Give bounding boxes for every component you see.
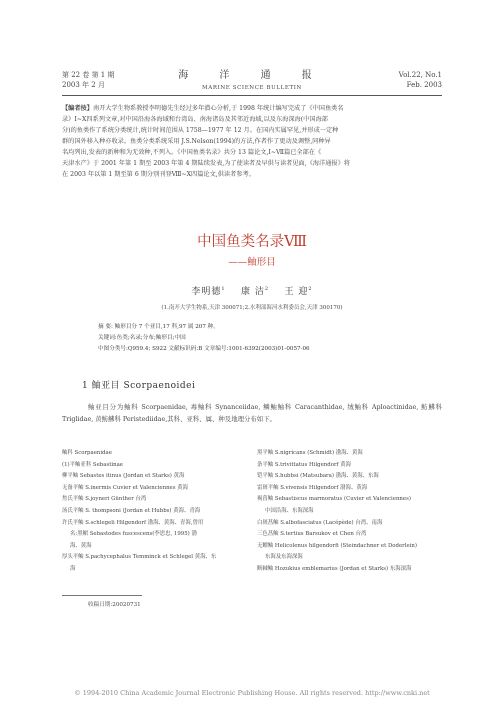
list-item: 无备平鲉 S.inermis Cuvier et Valenciennes 黄海 bbox=[62, 484, 189, 491]
abstract: 摘 要: 鲉形目分 7 个亚目,17 科,97 属 207 种。 bbox=[98, 324, 219, 330]
list-item: 海、黄海 bbox=[70, 542, 92, 549]
section-heading: 1 鲉亚目 Scorpaenoidei bbox=[82, 381, 196, 391]
species-list-right bbox=[257, 448, 442, 576]
keywords: 关键词:鱼类;名录;分布;鲉形目;中国 bbox=[98, 335, 186, 341]
list-item: 黑平鲉 S.nigricans (Schmidt) 渤海、黄海 bbox=[257, 450, 363, 456]
list-item: 海 bbox=[70, 565, 76, 572]
editor-note-line: 【编者按】南开大学生物系教授李明德先生经过多年潜心分析,于 1998 年统计编写完成了《中国鱼类名 bbox=[62, 105, 344, 112]
copyright-footer: © 1994-2010 China Academic Journal Electronic Publishing House. All rights reserved. http://www.cnki.net bbox=[74, 689, 430, 697]
editor-note-label: 【编者按】 bbox=[62, 105, 93, 112]
article-meta bbox=[98, 322, 428, 355]
section-paragraph: 鲉亚目分为鲉科 Scorpaenidae, 毒鲉科 Synanceiidae, 鳞鲉鲉科 Caracanthidae, 绒鲉科 Aploactinidae, 鲂鮄科 Triglidae, 黄鲂鮄科 Peristediidae,其科、亚科、属、种及地理分布如下。 bbox=[62, 403, 442, 423]
article-subtitle: ——鲉形目 bbox=[228, 257, 276, 268]
article-title: 中国鱼类名录Ⅷ bbox=[197, 234, 307, 250]
list-item: 焦氏平鲉 S.joyneri Günther 台湾 bbox=[62, 496, 147, 503]
classification-codes: 中图分类号:Q959.4; S922 文献标识码:B 文章编号:1001-6392(2003)01-0057-06 bbox=[98, 346, 310, 352]
list-item: 柳平鲉 Sebastes itinus (Jordan et Starks) 黄海 bbox=[62, 473, 185, 480]
author-list bbox=[0, 284, 504, 297]
editor-note-line: 录》Ⅰ~Ⅹ四系列文章,对中国沿海各海域和台湾岛、南海诸岛及其邻近海域,以及东海深海(中国海部 bbox=[62, 116, 328, 123]
list-item: 褐菖鲉 Sebastiscus marmoratus (Cuvier et Valenciennes) bbox=[257, 496, 411, 503]
list-item: 雷斑平鲉 S.vivensis Hilgendorf 渤海、黄海 bbox=[257, 484, 368, 491]
volume-issue-en: Vol.22, No.1 bbox=[398, 71, 442, 79]
list-item: 厚头平鲉 S.pachycephalus Temminck et Schlegel 黄海、东 bbox=[62, 554, 217, 561]
author-name: 王 迎 bbox=[284, 287, 309, 297]
editor-note-line: 分)的鱼类作了系统分类统计,统计时间范围从 1758—1977 年 12 月。在国内实属罕见,并形成一定种 bbox=[62, 127, 339, 134]
issue-date: 2003 年 2 月 bbox=[62, 81, 105, 89]
editor-note-line: 名均列出,发表的新种和为无效种,不列入。《中国鱼类名录》共分 13 篇论文,Ⅰ~Ⅶ篇已全部在《 bbox=[62, 149, 322, 156]
affiliation: (1.南开大学生物系,天津 300071;2.水利部海河水利委员会,天津 300170) bbox=[161, 305, 343, 311]
author-affil-mark: 2 bbox=[264, 286, 270, 292]
list-item: 汤氏平鲉 S. thompsoni (Jordan et Hubbs) 黄海、青海 bbox=[62, 507, 201, 514]
author-name: 李明德 bbox=[191, 287, 222, 297]
journal-masthead bbox=[160, 66, 344, 91]
list-item: 名:黑鲪 Sebastodes fuscescens(李思忠, 1995) 渤 bbox=[70, 531, 197, 538]
list-item: 鲉科 Scorpaenidae bbox=[62, 450, 112, 456]
author-name: 康 洁 bbox=[241, 287, 265, 297]
list-item: 断棘鲉 Hozukius emblemarius (Jordan et Starks) 东海深海 bbox=[257, 565, 412, 572]
list-item: 三色菖鲉 S.tertius Barsukov et Chen 台湾 bbox=[257, 531, 367, 538]
list-item: 条平鲉 S.trivittatus Hilgendorf 黄海 bbox=[257, 461, 352, 468]
header-rule bbox=[62, 95, 442, 96]
journal-name-cn: 海 洋 通 报 bbox=[178, 70, 326, 81]
author-affil-mark: 2 bbox=[308, 286, 313, 292]
editor-note bbox=[62, 103, 442, 180]
issue-date-en: Feb. 2003 bbox=[406, 81, 442, 89]
issue-info bbox=[62, 70, 115, 90]
issue-info-en bbox=[399, 70, 442, 90]
editor-note-line: 在 2003 年以第 1 期至第 6 期分别刊登Ⅷ~Ⅹ四篇论文,供读者参考。 bbox=[62, 171, 255, 178]
footnote-rule bbox=[62, 595, 142, 596]
author-affil-mark: 1 bbox=[221, 286, 226, 292]
list-item: 东海及东海深海 bbox=[265, 554, 303, 561]
editor-note-line: 群的国外移入种亦收录。鱼类分类系统采用 J.S.Nelson(1994)的方法,作者作了更动及调整,同种异 bbox=[62, 138, 331, 145]
list-item: 中国沿海、东海深海 bbox=[265, 507, 314, 514]
list-item: 许氏平鲉 S.schlegeli Hilgendorf 渤海、黄海、青海,曾用 bbox=[62, 519, 204, 526]
list-item: 铠平鲉 S.hubbsi (Matsubara) 渤海、黄海、东海 bbox=[257, 473, 379, 480]
list-item: 无鳔鲉 Helicolenus hilgendorfi (Steindachner et Doderlein) bbox=[257, 542, 417, 549]
volume-issue: 第 22 卷 第 1 期 bbox=[62, 71, 115, 79]
species-list-left bbox=[62, 448, 252, 576]
received-date: 收稿日期:20020731 bbox=[88, 602, 141, 608]
list-item: (1)平鲉亚科 Sebastinae bbox=[62, 461, 123, 468]
journal-name-en: MARINE SCIENCE BULLETIN bbox=[202, 85, 302, 91]
editor-note-line: 天津水产》于 2001 年第 1 期至 2003 年第 4 期陆续发表,为了使读者及早供与读者见面,《海洋通报》将 bbox=[62, 160, 350, 167]
list-item: 白斑菖鲉 S.albofasciatus (Lacépède) 台湾、南海 bbox=[257, 519, 383, 526]
